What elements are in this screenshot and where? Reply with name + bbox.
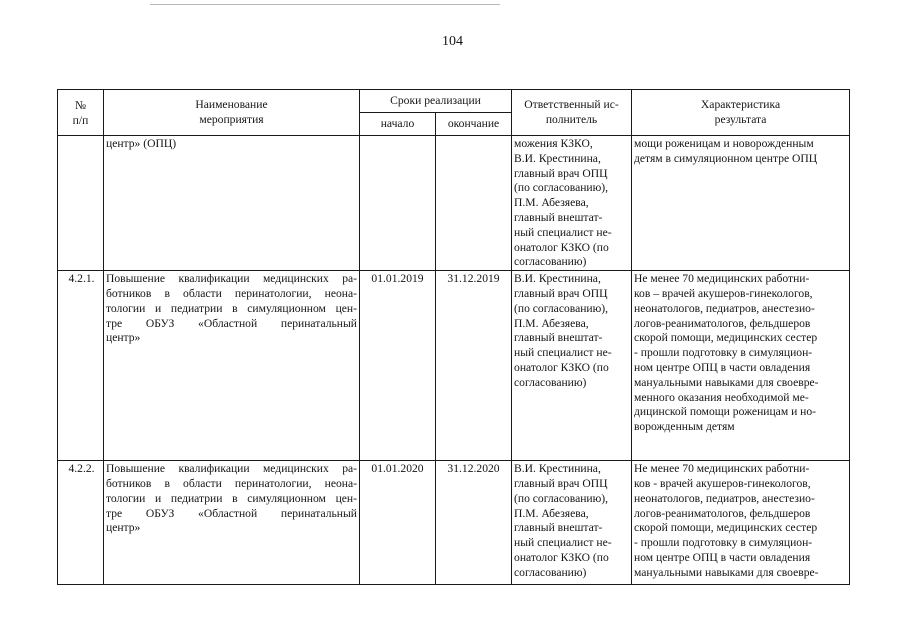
plan-table: [57, 89, 850, 585]
row-responsible-line: (по согласованию),: [514, 181, 609, 195]
row-responsible-line: П.М. Абезяева,: [514, 316, 589, 330]
row-result-line: мануальными навыками для своевре-: [634, 565, 819, 579]
row-end-date: 31.12.2020: [436, 461, 512, 585]
row-responsible-line: (по согласованию),: [514, 491, 609, 505]
row-result-line: дицинской помощи роженицам и но-: [634, 405, 817, 419]
row-result-line: ков – врачей акушеров-гинекологов,: [634, 286, 813, 300]
header-number: [58, 90, 104, 136]
row-result-line: мануальными навыками для своевре-: [634, 375, 819, 389]
row-name-line: центр»: [106, 331, 141, 345]
row-name-line: центр»: [106, 521, 141, 535]
row-end-date: [436, 136, 512, 271]
row-responsible-line: главный внештат-: [514, 210, 603, 224]
row-name: [104, 136, 360, 271]
page-number: 104: [442, 34, 463, 49]
row-result-line: скорой помощи, медицинских сестер: [634, 521, 818, 535]
row-result-line: Не менее 70 медицинских работни-: [634, 462, 810, 476]
row-number: 4.2.2.: [58, 461, 104, 585]
row-result-line: ворожденным детям: [634, 420, 735, 434]
row-name-line: тре ОБУЗ «Областной перинатальный: [106, 316, 357, 330]
header-result: [632, 90, 850, 136]
table-row: [58, 136, 850, 271]
row-result-line: менного оказания необходимой ме-: [634, 390, 809, 404]
row-start-date: 01.01.2020: [360, 461, 436, 585]
row-result-line: ков - врачей акушеров-гинекологов,: [634, 476, 811, 490]
row-result-line: Не менее 70 медицинских работни-: [634, 272, 810, 286]
row-result-line: логов-реаниматологов, фельдшеров: [634, 506, 811, 520]
header-responsible: [512, 90, 632, 136]
row-result-line: мощи роженицам и новорожденным: [634, 137, 814, 150]
row-responsible-line: ный специалист не-: [514, 346, 612, 360]
table-row: [58, 461, 850, 585]
header-start: начало: [360, 113, 436, 136]
row-responsible: [512, 271, 632, 461]
row-result: [632, 271, 850, 461]
row-responsible-line: главный врач ОПЦ: [514, 476, 608, 490]
row-responsible-line: П.М. Абезяева,: [514, 506, 589, 520]
header-name-line2: мероприятия: [199, 112, 264, 126]
row-result: [632, 136, 850, 271]
row-start-date: 01.01.2019: [360, 271, 436, 461]
row-end-date: 31.12.2019: [436, 271, 512, 461]
row-responsible-line: онатолог КЗКО (по: [514, 360, 609, 374]
row-result: [632, 461, 850, 585]
row-name: [104, 271, 360, 461]
row-name-line: тологии и педиатрии в симуляционном цен-: [106, 491, 357, 505]
row-responsible: [512, 136, 632, 271]
row-responsible-line: ный специалист не-: [514, 225, 612, 239]
row-start-date: [360, 136, 436, 271]
row-name-line: ботников в области перинатологии, неона-: [106, 476, 357, 490]
header-number-line2: п/п: [72, 113, 89, 127]
row-result-line: логов-реаниматологов, фельдшеров: [634, 316, 811, 330]
row-name-line: тре ОБУЗ «Областной перинатальный: [106, 506, 357, 520]
header-end: окончание: [436, 113, 512, 136]
row-name-line: ботников в области перинатологии, неона-: [106, 286, 357, 300]
row-result-line: - прошли подготовку в симуляцион-: [634, 536, 813, 550]
header-terms: Сроки реализации: [360, 90, 512, 113]
row-name-line: Повышение квалификации медицинских ра-: [106, 462, 357, 476]
row-responsible-line: П.М. Абезяева,: [514, 196, 589, 210]
row-responsible-line: В.И. Крестинина,: [514, 462, 601, 476]
row-result-line: неонатологов, педиатров, анестезио-: [634, 301, 815, 315]
row-responsible-line: главный внештат-: [514, 331, 603, 345]
row-responsible-line: В.И. Крестинина,: [514, 151, 601, 165]
row-number: [58, 136, 104, 271]
row-result-line: скорой помощи, медицинских сестер: [634, 331, 818, 345]
row-responsible-line: онатолог КЗКО (по: [514, 550, 609, 564]
row-responsible-line: В.И. Крестинина,: [514, 272, 601, 286]
row-result-line: детям в симуляционном центре ОПЦ: [634, 151, 818, 165]
row-name-line: Повышение квалификации медицинских ра-: [106, 272, 357, 286]
row-result-line: - прошли подготовку в симуляцион-: [634, 346, 813, 360]
header-result-line2: результата: [714, 112, 767, 126]
header-name: [104, 90, 360, 136]
row-responsible: [512, 461, 632, 585]
row-responsible-line: главный врач ОПЦ: [514, 286, 608, 300]
row-name: [104, 461, 360, 585]
row-responsible-line: согласованию): [514, 375, 587, 389]
scan-artifact-line: [150, 4, 500, 5]
row-responsible-line: главный врач ОПЦ: [514, 166, 608, 180]
row-name-line: центр» (ОПЦ): [106, 137, 177, 150]
row-number: 4.2.1.: [58, 271, 104, 461]
row-name-line: тологии и педиатрии в симуляционном цен-: [106, 301, 357, 315]
row-responsible-line: согласованию): [514, 565, 587, 579]
header-responsible-line1: Ответственный ис-: [524, 97, 619, 111]
row-responsible-line: согласованию): [514, 255, 587, 269]
row-result-line: ном центре ОПЦ в части овладения: [634, 360, 811, 374]
header-responsible-line2: полнитель: [545, 112, 598, 126]
row-responsible-line: главный внештат-: [514, 521, 603, 535]
header-number-line1: №: [74, 98, 87, 112]
table-row: [58, 271, 850, 461]
row-result-line: неонатологов, педиатров, анестезио-: [634, 491, 815, 505]
table-header-row: [58, 90, 850, 113]
row-responsible-line: можения КЗКО,: [514, 137, 593, 150]
header-name-line1: Наименование: [195, 97, 268, 111]
row-responsible-line: (по согласованию),: [514, 301, 609, 315]
header-result-line1: Характеристика: [700, 97, 781, 111]
row-responsible-line: онатолог КЗКО (по: [514, 240, 609, 254]
row-responsible-line: ный специалист не-: [514, 536, 612, 550]
row-result-line: ном центре ОПЦ в части овладения: [634, 550, 811, 564]
